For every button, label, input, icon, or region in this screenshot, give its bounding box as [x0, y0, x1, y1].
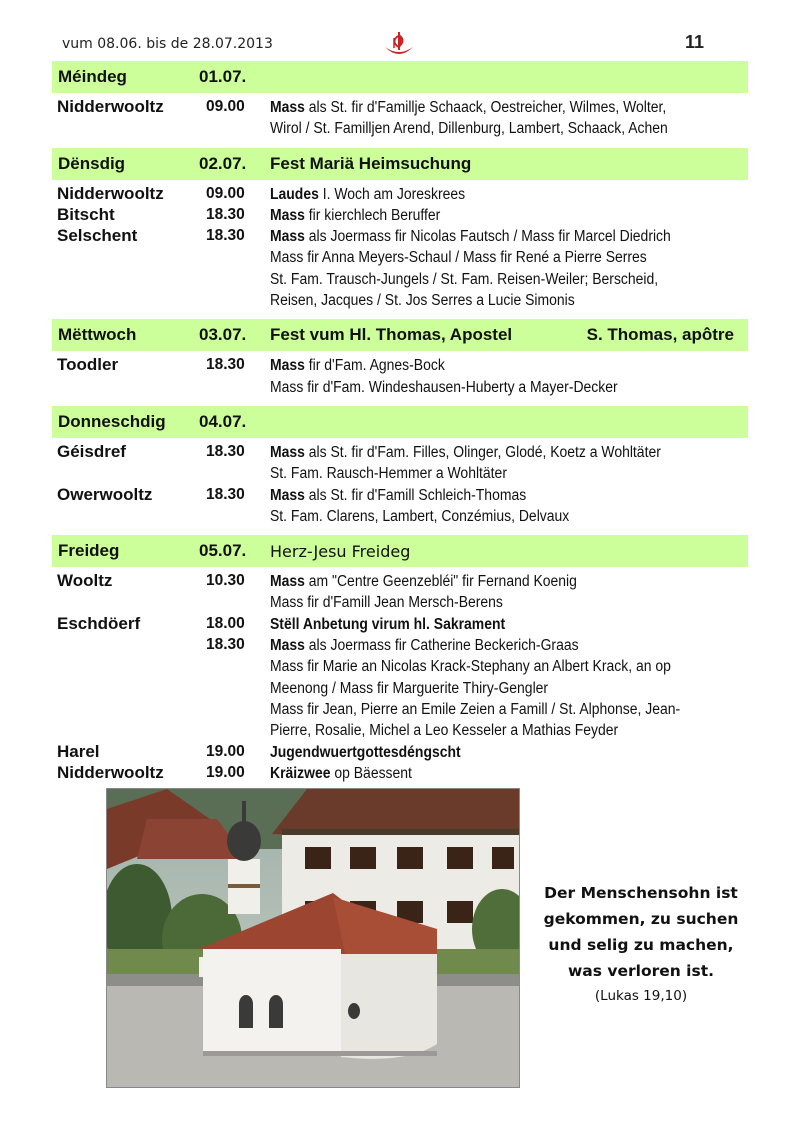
- schedule-entry: [52, 184, 748, 205]
- entry-line-text: St. Fam. Rausch-Hemmer a Wohltäter: [270, 465, 507, 483]
- entry-line-text: Mass fir d'Famill Jean Mersch-Berens: [270, 594, 503, 612]
- entry-lines: [270, 97, 748, 140]
- entry-time: 18.30: [206, 205, 245, 223]
- entry-line-text: St. Fam. Clarens, Lambert, Conzémius, Delvaux: [270, 507, 570, 525]
- entry-line: [270, 290, 700, 311]
- entry-line-text: Mass fir Jean, Pierre an Emile Zeien a Famill / St. Alphonse, Jean-: [270, 700, 681, 718]
- bible-quote: [526, 880, 756, 1008]
- entry-lines: [270, 184, 748, 205]
- entry-time: 19.00: [206, 763, 245, 781]
- day-name: Méindeg: [58, 67, 127, 86]
- entry-line-text: am "Centre Geenzebléi" fir Fernand Koenig: [304, 573, 577, 591]
- entry-line-text: fir kierchlech Beruffer: [304, 206, 441, 224]
- entry-line-text: fir d'Fam. Agnes-Bock: [304, 357, 445, 375]
- day-entries: [52, 180, 748, 320]
- entry-line-lead: Mass: [270, 443, 305, 461]
- entry-line: [270, 485, 700, 506]
- entry-place: Selschent: [57, 226, 138, 246]
- day-header: [52, 148, 748, 180]
- schedule-entry: [52, 442, 748, 485]
- feast-title: Fest Mariä Heimsuchung: [270, 153, 472, 173]
- day-header: [52, 319, 748, 351]
- day-header: [52, 406, 748, 438]
- entry-lines: [270, 226, 748, 311]
- entry-place: Wooltz: [57, 571, 113, 591]
- entry-lines: [270, 614, 748, 635]
- entry-line: [270, 377, 700, 398]
- parish-boat-logo-icon: [382, 30, 416, 60]
- entry-line-text: als Joermass fir Nicolas Fautsch / Mass fir Marcel Diedrich: [304, 228, 671, 246]
- schedule-entry: [52, 355, 748, 398]
- page-header: [62, 30, 704, 60]
- entry-time: 18.30: [206, 485, 245, 503]
- entry-lines: [270, 205, 748, 226]
- entry-line: [270, 355, 700, 376]
- entry-line: [270, 247, 700, 268]
- entry-line-lead: Mass: [270, 486, 305, 504]
- schedule-entry: [52, 614, 748, 635]
- day-date: 01.07.: [199, 67, 247, 86]
- date-range: vum 08.06. bis de 28.07.2013: [62, 36, 273, 52]
- entry-place: Nidderwooltz: [57, 183, 164, 203]
- entry-line: [270, 763, 700, 784]
- quote-line: Der Menschensohn ist: [544, 884, 738, 902]
- entry-line-lead: Kräizwee: [270, 764, 331, 782]
- day-header: [52, 61, 748, 93]
- entry-time: 18.30: [206, 356, 245, 374]
- entry-lines: [270, 355, 748, 398]
- entry-line: [270, 205, 700, 226]
- quote-line: was verloren ist.: [567, 962, 715, 980]
- day-entries: [52, 351, 748, 406]
- day-name: Mëttwoch: [58, 325, 137, 345]
- entry-place: Harel: [57, 741, 100, 761]
- entry-line-text: Mass fir Anna Meyers-Schaul / Mass fir René a Pierre Serres: [270, 249, 647, 267]
- entry-lines: [270, 742, 748, 763]
- schedule-entry: [52, 635, 748, 741]
- entry-time: 09.00: [206, 184, 245, 202]
- entry-time: 18.00: [206, 614, 245, 632]
- feast-title: Fest vum Hl. Thomas, Apostel: [270, 325, 513, 345]
- entry-line-lead: Mass: [270, 357, 305, 375]
- entry-line-text: Pierre, Rosalie, Michel a Leo Kesseler a Mathias Feyder: [270, 722, 619, 740]
- entry-line-text: op Bäessent: [330, 764, 412, 782]
- entry-line: [270, 635, 700, 656]
- entry-time: 09.00: [206, 98, 245, 115]
- schedule-entry: [52, 205, 748, 226]
- entry-line-lead: Mass: [270, 206, 305, 224]
- entry-line: [270, 184, 700, 205]
- entry-line: [270, 269, 700, 290]
- entry-lines: [270, 571, 748, 614]
- entry-line-lead: Jugendwuertgottesdéngscht: [270, 743, 461, 761]
- page-number: 11: [684, 32, 704, 52]
- mass-schedule: [52, 61, 748, 792]
- entry-line-text: Wirol / St. Familljen Arend, Dillenburg, Lambert, Schaack, Achen: [270, 120, 668, 138]
- entry-place: Eschdöerf: [57, 613, 141, 633]
- entry-place: Nidderwooltz: [57, 97, 164, 116]
- entry-line-text: als St. fir d'Fam. Filles, Olinger, Glodé, Koetz a Wohltäter: [304, 443, 661, 461]
- schedule-entry: [52, 97, 748, 140]
- entry-line: [270, 226, 700, 247]
- entry-line: [270, 571, 700, 592]
- entry-line: [270, 614, 700, 635]
- day-name: Dënsdig: [58, 153, 126, 173]
- schedule-entry: [52, 571, 748, 614]
- entry-line: [270, 118, 700, 139]
- schedule-entry: [52, 763, 748, 784]
- entry-line-text: St. Fam. Trausch-Jungels / St. Fam. Reisen-Weiler; Berscheid,: [270, 270, 659, 288]
- entry-line: [270, 699, 700, 720]
- entry-time: 18.30: [206, 636, 245, 654]
- schedule-entry: [52, 742, 748, 763]
- entry-line-lead: Mass: [270, 228, 305, 246]
- entry-time: 18.30: [206, 442, 245, 460]
- entry-line: [270, 656, 700, 677]
- entry-line: [270, 678, 700, 699]
- entry-place: Géisdref: [57, 441, 126, 461]
- entry-place: Toodler: [57, 355, 119, 375]
- entry-time: 18.30: [206, 227, 245, 245]
- feast-title-french: S. Thomas, apôtre: [586, 325, 734, 345]
- entry-lines: [270, 635, 748, 741]
- entry-line-text: Reisen, Jacques / St. Jos Serres a Lucie Simonis: [270, 292, 575, 310]
- entry-line-text: Mass fir d'Fam. Windeshausen-Huberty a Mayer-Decker: [270, 378, 618, 396]
- day-entries: [52, 438, 748, 535]
- entry-line: [270, 742, 700, 763]
- entry-line-text: als St. fir d'Famillje Schaack, Oestreicher, Wilmes, Wolter,: [304, 99, 667, 116]
- entry-line: [270, 592, 700, 613]
- day-name: Freideg: [58, 541, 120, 561]
- day-name: Donneschdig: [58, 411, 166, 431]
- entry-line-lead: Mass: [270, 573, 305, 591]
- entry-line-text: I. Woch am Joreskrees: [318, 185, 466, 203]
- entry-line-lead: Mass: [270, 637, 305, 655]
- entry-lines: [270, 442, 748, 485]
- entry-line-lead: Stëll Anbetung virum hl. Sakrament: [270, 615, 506, 633]
- entry-line-text: Mass fir Marie an Nicolas Krack-Stephany an Albert Krack, an op: [270, 658, 671, 676]
- day-header: [52, 535, 748, 567]
- entry-place: Owerwooltz: [57, 484, 153, 504]
- day-date: 02.07.: [199, 153, 247, 173]
- entry-line-lead: Mass: [270, 99, 305, 116]
- entry-line: [270, 442, 700, 463]
- entry-time: 10.30: [206, 572, 245, 590]
- entry-place: Bitscht: [57, 204, 115, 224]
- schedule-entry: [52, 485, 748, 528]
- entry-time: 19.00: [206, 742, 245, 760]
- quote-line: und selig zu machen,: [548, 936, 734, 954]
- quote-source: (Lukas 19,10): [594, 988, 688, 1004]
- feast-title: Herz-Jesu Freideg: [270, 542, 411, 562]
- entry-lines: [270, 763, 748, 784]
- entry-line-lead: Laudes: [270, 185, 319, 203]
- chapel-photo: [106, 788, 520, 1088]
- day-date: 05.07.: [199, 541, 247, 561]
- entry-lines: [270, 485, 748, 528]
- day-entries: [52, 93, 748, 148]
- entry-line: [270, 97, 700, 118]
- schedule-entry: [52, 226, 748, 311]
- day-date: 03.07.: [199, 325, 247, 345]
- quote-line: gekommen, zu suchen: [543, 910, 739, 928]
- entry-place: Nidderwooltz: [57, 762, 164, 782]
- entry-line-text: Meenong / Mass fir Marguerite Thiry-Gengler: [270, 679, 549, 697]
- entry-line: [270, 720, 700, 741]
- entry-line-text: als St. fir d'Famill Schleich-Thomas: [304, 486, 527, 504]
- entry-line-text: als Joermass fir Catherine Beckerich-Graas: [304, 637, 579, 655]
- entry-line: [270, 463, 700, 484]
- day-date: 04.07.: [199, 411, 247, 431]
- entry-line: [270, 506, 700, 527]
- day-entries: [52, 567, 748, 792]
